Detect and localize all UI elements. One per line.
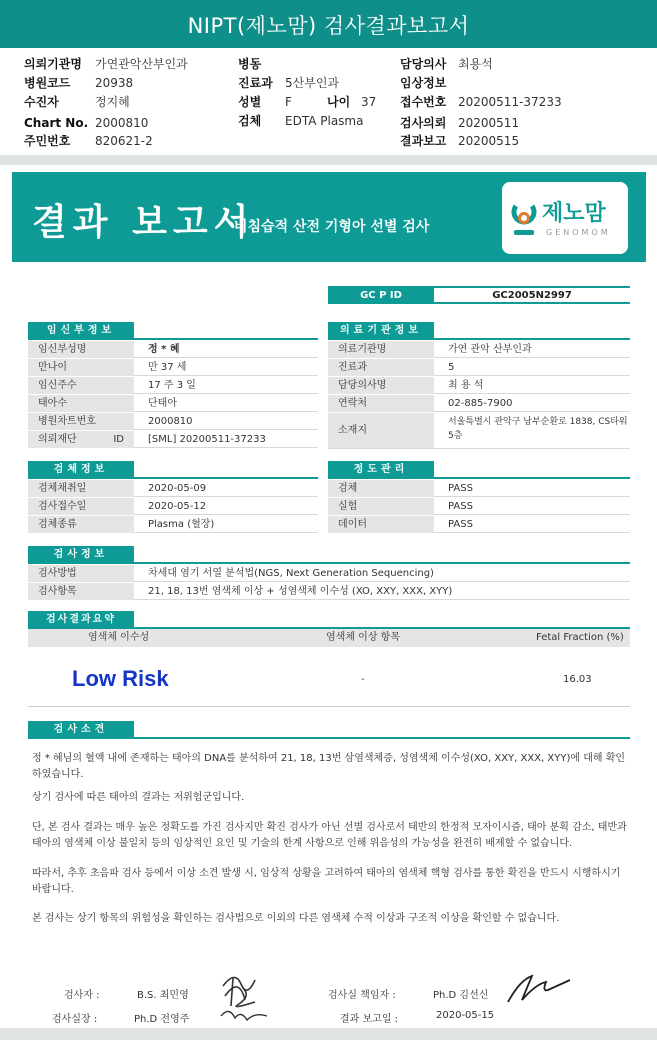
footer-bar (0, 1028, 657, 1040)
institution-rule (328, 338, 630, 340)
report-date-value: 20200515 (458, 134, 520, 148)
sex-label: 성별 (238, 95, 262, 109)
row-value: 가연 관악 산부인과 (448, 344, 532, 355)
tab-result-summary: 검사결과요약 (28, 611, 134, 627)
fetal-fraction-value: 16.03 (563, 674, 592, 685)
request-date-value: 20200511 (458, 116, 520, 130)
hospital-value: 가연관악산부인과 (95, 57, 188, 71)
row-label: 검체종류 (28, 516, 134, 533)
row-label: 데이터 (328, 516, 434, 533)
row-value: 만 37 세 (148, 362, 187, 373)
table-row (328, 498, 630, 515)
qc-rule (328, 477, 630, 479)
row-value: 5 (448, 362, 455, 373)
table-row (28, 359, 318, 376)
row-label: 태아수 (28, 395, 134, 412)
logo-text-en: GENOMOM (546, 228, 611, 237)
row-label: 담당의사명 (328, 377, 434, 394)
findings-rule (28, 737, 630, 739)
row-label: 임신부성명 (28, 341, 134, 358)
address-line-2: 5층 (448, 431, 463, 441)
table-row (28, 413, 318, 430)
row-label: 임신주수 (28, 377, 134, 394)
table-row (28, 516, 318, 533)
table-row (28, 377, 318, 394)
summary-header (28, 629, 630, 647)
lab-head-name: Ph.D 전영주 (134, 1014, 190, 1025)
doctor-value: 최용석 (458, 57, 493, 71)
patient-label: 수진자 (24, 95, 59, 109)
abnormal-items-value: - (361, 674, 365, 685)
genomom-logo-icon (510, 198, 538, 238)
report-date-label: 결과보고 (400, 134, 447, 148)
row-value: 17 주 3 일 (148, 380, 196, 391)
chief-label: 검사실 책임자 : (328, 990, 396, 1001)
table-row (328, 516, 630, 533)
row-label: 의뢰재단 ID (28, 431, 134, 448)
receipt-no-value: 20200511-37233 (458, 95, 562, 109)
request-date-label: 검사의뢰 (400, 116, 447, 130)
hospital-code-label: 병원코드 (24, 76, 71, 90)
lab-head-label: 검사실장 : (52, 1014, 98, 1025)
tab-qc: 정도관리 (328, 461, 434, 477)
row-label: 만나이 (28, 359, 134, 376)
address-line-1: 서울특별시 관악구 남부순환로 1838, CS타워 (448, 417, 628, 427)
col-aneuploidy: 염색체 이수성 (88, 632, 150, 643)
pregnant-rule (28, 338, 318, 340)
findings-paragraph-5: 본 검사는 상기 항목의 위험성을 확인하는 검사법으로 이외의 다른 염색체 수적 이상과 구조적 이상을 확인할 수 없습니다. (32, 913, 560, 924)
table-row (328, 395, 630, 412)
header-divider (0, 155, 657, 165)
row-value: PASS (448, 519, 473, 530)
row-label: 연락처 (328, 395, 434, 412)
dept-label: 진료과 (238, 76, 273, 90)
table-row (28, 341, 318, 358)
table-row (28, 431, 318, 448)
tab-specimen-info: 검체정보 (28, 461, 134, 477)
doctor-label: 담당의사 (400, 57, 447, 71)
row-label: 검사항목 (28, 583, 134, 600)
findings-paragraph-4: 따라서, 추후 초음파 검사 등에서 이상 소견 발생 시, 임상적 상황을 고려하여 태아의 염색체 핵형 검사를 통한 확진을 반드시 시행하시기 바랍니다. (32, 868, 621, 895)
report-title: NIPT(제노맘) 검사결과보고서 (0, 0, 657, 48)
row-label: 검사방법 (28, 565, 134, 582)
table-row (28, 498, 318, 515)
report-date-footer: 2020-05-15 (436, 1010, 495, 1021)
resident-id-label: 주민번호 (24, 134, 71, 148)
clinical-info-label: 임상정보 (400, 76, 447, 90)
gcp-id-label: GC P ID (328, 288, 434, 302)
row-value: 단태아 (148, 398, 177, 409)
row-value: 정 * 혜 (148, 344, 180, 355)
logo-text-ko: 제노맘 (542, 201, 606, 226)
gcp-id-box (328, 286, 630, 304)
table-row (328, 413, 630, 449)
genomom-logo (502, 182, 628, 254)
receipt-no-label: 접수번호 (400, 95, 447, 109)
dept-value: 5산부인과 (285, 76, 340, 90)
patient-header (0, 48, 657, 154)
test-rule (28, 562, 630, 564)
resident-id-value: 820621-2 (95, 134, 153, 148)
table-row (328, 377, 630, 394)
tab-test-info: 검사정보 (28, 546, 134, 562)
table-row (28, 395, 318, 412)
tab-institution-info: 의료기관정보 (328, 322, 434, 338)
table-row (28, 583, 630, 600)
hospital-code-value: 20938 (95, 76, 134, 90)
findings-paragraph-2: 상기 검사에 따른 태아의 결과는 저위험군입니다. (32, 792, 245, 803)
chart-no-label: Chart No. (24, 116, 89, 130)
table-row (28, 565, 630, 582)
row-label: 의료기관명 (328, 341, 434, 358)
result-banner (12, 172, 646, 262)
table-row (328, 359, 630, 376)
tab-findings: 검사소견 (28, 721, 134, 737)
result-low-risk: Low Risk (72, 666, 169, 691)
row-value: [SML] 20200511-37233 (148, 434, 266, 445)
hospital-label: 의뢰기관명 (24, 57, 82, 71)
findings-paragraph-3: 단, 본 검사 결과는 매우 높은 정확도를 가진 검사지만 확진 검사가 아닌 선별 검사로서 태반의 한정적 모자이시즘, 태아 분획 감소, 태반과 태아의 염색체 이상 불일치 등의 임상적인 요인 및 기술의 한계 사항으로 인해 위음성의 가능성을 완전히 배제할 수 없습니다. (32, 822, 627, 849)
specimen-label: 검체 (238, 114, 262, 128)
ward-label: 병동 (238, 57, 262, 71)
specimen-rule (28, 477, 318, 479)
gcp-id-value: GC2005N2997 (492, 290, 572, 301)
row-label: 병원차트번호 (28, 413, 134, 430)
tester-signature-icon (215, 966, 275, 1026)
tester-label: 검사자 : (64, 990, 100, 1001)
tester-name: B.S. 최민영 (137, 990, 189, 1001)
patient-value: 정지혜 (95, 95, 130, 109)
row-value: 최 용 석 (448, 380, 484, 391)
chart-no-value: 2000810 (95, 116, 149, 130)
row-label: 소재지 (328, 413, 434, 448)
row-value: 차세대 염기 서열 분석법(NGS, Next Generation Sequencing) (148, 568, 434, 579)
age-label: 나이 (327, 95, 351, 109)
row-value: 02-885-7900 (448, 398, 513, 409)
row-value: Plasma (혈장) (148, 519, 215, 530)
row-value: PASS (448, 501, 473, 512)
row-label: 진료과 (328, 359, 434, 376)
row-label: 실험 (328, 498, 434, 515)
row-value: 2020-05-09 (148, 483, 207, 494)
row-label: 검체 (328, 480, 434, 497)
col-abnormal-items: 염색체 이상 항목 (326, 632, 400, 643)
sex-value: F (285, 95, 292, 109)
row-value: 2020-05-12 (148, 501, 207, 512)
row-label: 검체채취일 (28, 480, 134, 497)
specimen-value: EDTA Plasma (285, 114, 364, 128)
row-value: 2000810 (148, 416, 193, 427)
report-date-label-footer: 결과 보고일 : (340, 1014, 399, 1025)
tab-pregnant-info: 임신부정보 (28, 322, 134, 338)
banner-title: 결과 보고서 (32, 202, 255, 243)
row-value: PASS (448, 483, 473, 494)
col-fetal-fraction: Fetal Fraction (%) (536, 632, 624, 643)
table-row (328, 480, 630, 497)
findings-paragraph-1: 정 * 혜님의 혈액 내에 존재하는 태아의 DNA를 분석하여 21, 18, 13번 삼염색체증, 성염색체 이수성(XO, XXY, XXX, XYY)에 대해 확인하였습니다. (32, 753, 626, 780)
chief-signature-icon (502, 970, 574, 1006)
summary-bottom-line (28, 706, 630, 707)
chief-name: Ph.D 김선신 (433, 990, 489, 1001)
banner-subtitle: 비침습적 산전 기형아 선별 검사 (234, 219, 430, 235)
table-row (28, 480, 318, 497)
row-value: 21, 18, 13번 염색체 이상 + 성염색체 이수성 (XO, XXY, XXX, XYY) (148, 586, 453, 597)
table-row (328, 341, 630, 358)
age-value: 37 (361, 95, 377, 109)
row-label: 검사접수일 (28, 498, 134, 515)
